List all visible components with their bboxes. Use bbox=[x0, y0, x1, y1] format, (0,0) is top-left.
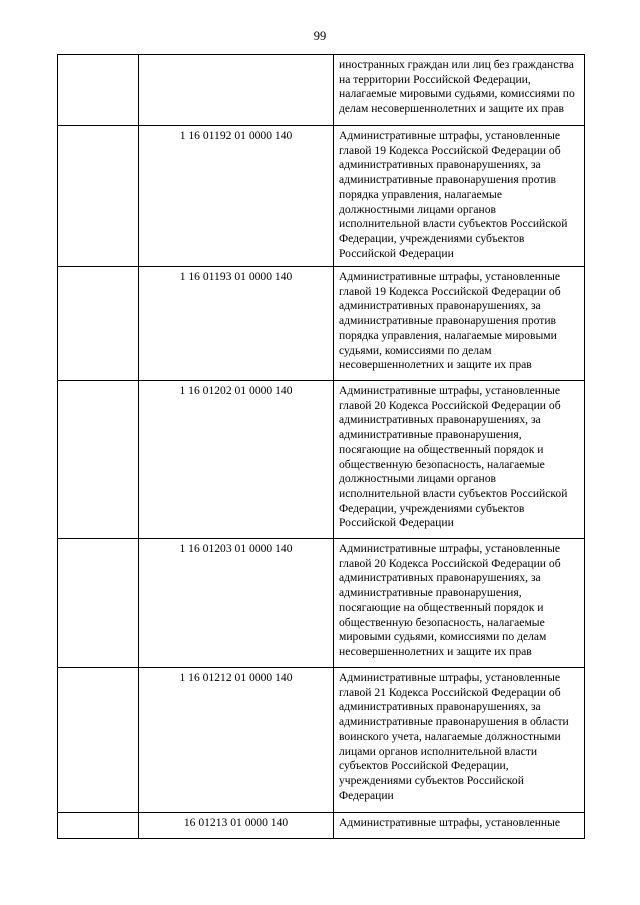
description-line: лицами органов исполнительной власти bbox=[339, 744, 538, 758]
table-row bbox=[58, 539, 585, 668]
description-line: должностными лицами органов bbox=[339, 472, 497, 486]
table-row bbox=[58, 55, 585, 126]
description-line: административных правонарушениях, за bbox=[339, 413, 541, 427]
admin-code-cell bbox=[58, 55, 139, 126]
kbk-code-cell: 1 16 01192 01 0000 140 bbox=[139, 126, 334, 267]
description-line: субъектов Российской Федерации, bbox=[339, 759, 509, 773]
table-row bbox=[58, 267, 585, 381]
description-line: Административные штрафы, установленные bbox=[339, 816, 561, 829]
kbk-code-cell: 1 16 01212 01 0000 140 bbox=[139, 668, 334, 813]
description-line: административные правонарушения, bbox=[339, 586, 522, 600]
description-line: главой 20 Кодекса Российской Федерации об bbox=[339, 398, 561, 412]
table-row bbox=[58, 668, 585, 813]
description-line: общественную безопасность, налагаемые bbox=[339, 457, 545, 471]
description-line: несовершеннолетних и защите их прав bbox=[339, 644, 532, 658]
description-cell bbox=[334, 668, 585, 813]
description-cell bbox=[334, 813, 585, 839]
kbk-code-cell bbox=[139, 55, 334, 126]
description-line: учреждениями субъектов Российской bbox=[339, 773, 524, 787]
description-line: Административные штрафы, установленные bbox=[339, 671, 561, 684]
description-line: порядка управления, налагаемые мировыми bbox=[339, 328, 557, 342]
admin-code-cell bbox=[58, 126, 139, 267]
description-line: главой 20 Кодекса Российской Федерации об bbox=[339, 556, 561, 570]
description-line: Федерации, учреждениями субъектов bbox=[339, 501, 525, 515]
admin-code-cell bbox=[58, 381, 139, 539]
description-line: Федерации bbox=[339, 788, 394, 802]
description-line: иностранных граждан или лиц без гражданства bbox=[339, 58, 574, 71]
table-row bbox=[58, 126, 585, 267]
description-line: посягающие на общественный порядок и bbox=[339, 600, 544, 614]
description-line: исполнительной власти субъектов Российской bbox=[339, 486, 568, 500]
admin-code-cell bbox=[58, 813, 139, 839]
kbk-code-cell: 1 16 01203 01 0000 140 bbox=[139, 539, 334, 668]
kbk-code-cell: 1 16 01202 01 0000 140 bbox=[139, 381, 334, 539]
description-line: должностными лицами органов bbox=[339, 202, 497, 216]
description-line: посягающие на общественный порядок и bbox=[339, 442, 544, 456]
admin-code-cell bbox=[58, 267, 139, 381]
description-line: главой 19 Кодекса Российской Федерации об bbox=[339, 284, 561, 298]
description-line: административных правонарушениях, за bbox=[339, 299, 541, 313]
description-line: административных правонарушениях, за bbox=[339, 571, 541, 585]
description-line: административных правонарушениях, за bbox=[339, 158, 541, 172]
kbk-code-cell: 1 16 01193 01 0000 140 bbox=[139, 267, 334, 381]
description-cell bbox=[334, 126, 585, 267]
description-line: судьями, комиссиями по делам bbox=[339, 343, 492, 357]
description-cell bbox=[334, 267, 585, 381]
description-line: административные правонарушения, bbox=[339, 428, 522, 442]
description-line: Административные штрафы, установленные bbox=[339, 129, 561, 142]
admin-code-cell bbox=[58, 539, 139, 668]
description-cell bbox=[334, 381, 585, 539]
table-row bbox=[58, 381, 585, 539]
description-line: административные правонарушения против bbox=[339, 314, 557, 328]
description-line: Административные штрафы, установленные bbox=[339, 384, 561, 397]
description-line: мировыми судьями, комиссиями по делам bbox=[339, 630, 547, 644]
admin-code-cell bbox=[58, 668, 139, 813]
description-cell bbox=[334, 539, 585, 668]
description-line: воинского учета, налагаемые должностными bbox=[339, 729, 561, 743]
description-line: Административные штрафы, установленные bbox=[339, 270, 561, 283]
description-line: на территории Российской Федерации, bbox=[339, 72, 531, 86]
description-line: налагаемые мировыми судьями, комиссиями по bbox=[339, 87, 575, 101]
kbk-code-cell: 16 01213 01 0000 140 bbox=[139, 813, 334, 839]
budget-codes-table bbox=[57, 54, 585, 839]
description-line: административные правонарушения в области bbox=[339, 715, 569, 729]
description-line: Российской Федерации bbox=[339, 516, 454, 530]
description-line: административных правонарушениях, за bbox=[339, 700, 541, 714]
table-row bbox=[58, 813, 585, 839]
description-line: делам несовершеннолетних и защите их прав bbox=[339, 102, 564, 116]
description-cell bbox=[334, 55, 585, 126]
description-line: главой 19 Кодекса Российской Федерации об bbox=[339, 143, 561, 157]
description-line: Административные штрафы, установленные bbox=[339, 542, 561, 555]
description-line: Федерации, учреждениями субъектов bbox=[339, 231, 525, 245]
page-number: 99 bbox=[313, 29, 327, 43]
description-line: исполнительной власти субъектов Российской bbox=[339, 217, 568, 231]
description-line: главой 21 Кодекса Российской Федерации об bbox=[339, 685, 561, 699]
description-line: административные правонарушения против bbox=[339, 173, 557, 187]
description-line: Российской Федерации bbox=[339, 246, 454, 260]
description-line: общественную безопасность, налагаемые bbox=[339, 615, 545, 629]
description-line: порядка управления, налагаемые bbox=[339, 187, 502, 201]
description-line: несовершеннолетних и защите их прав bbox=[339, 358, 532, 372]
table-body bbox=[58, 55, 585, 839]
